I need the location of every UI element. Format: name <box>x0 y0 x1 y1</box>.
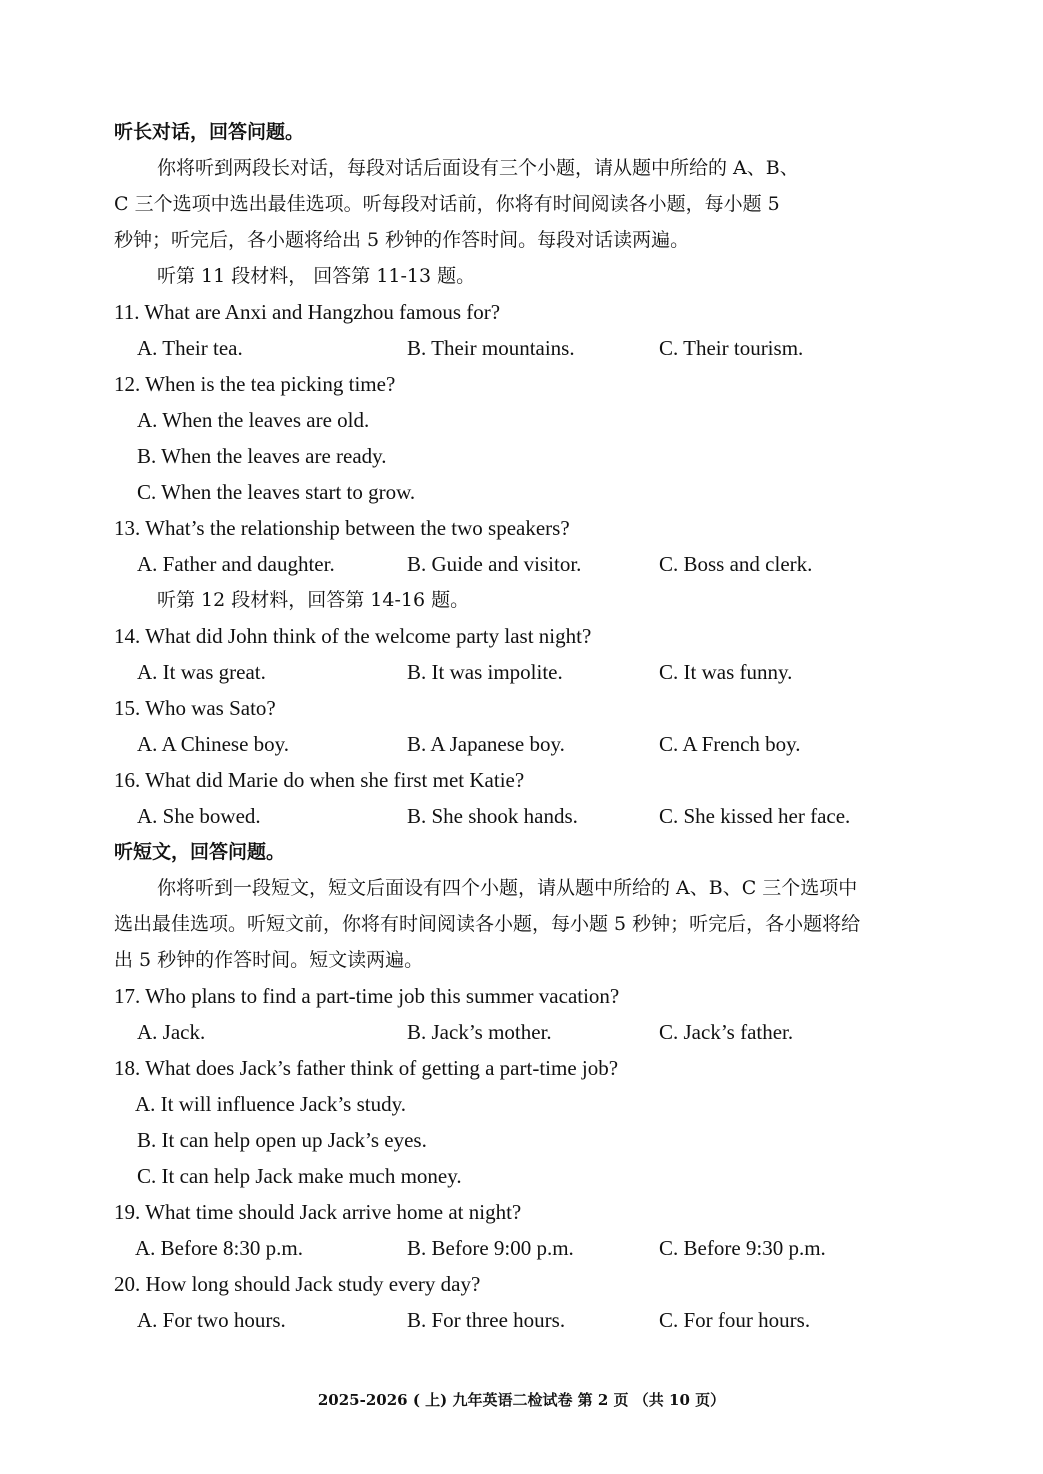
question-stem: 15. Who was Sato? <box>114 696 276 720</box>
question-stem: 19. What time should Jack arrive home at night? <box>114 1200 522 1224</box>
section-heading-long-dialogue: 听长对话，回答问题。 <box>114 121 305 143</box>
option-b: B. Guide and visitor. <box>407 552 582 576</box>
option-a: A. A Chinese boy. <box>137 732 290 756</box>
option-a: A. Their tea. <box>137 336 243 360</box>
question-stem: 12. When is the tea picking time? <box>114 372 396 396</box>
option-a: A. Before 8:30 p.m. <box>135 1236 303 1260</box>
question-stem: 17. Who plans to find a part-time job this summer vacation? <box>114 984 620 1008</box>
option-b: B. She shook hands. <box>407 804 578 828</box>
option-a: A. For two hours. <box>137 1308 286 1332</box>
question-stem: 16. What did Marie do when she first met Katie? <box>114 768 525 792</box>
option-c: C. Boss and clerk. <box>659 552 813 576</box>
instruction-line: 出 5 秒钟的作答时间。短文读两遍。 <box>114 949 424 971</box>
option-c: C. Before 9:30 p.m. <box>659 1236 826 1260</box>
instruction-line: 你将听到两段长对话，每段对话后面设有三个小题，请从题中所给的 A、B、 <box>157 157 799 179</box>
option-c: C. Their tourism. <box>659 336 804 360</box>
option-b: B. When the leaves are ready. <box>137 444 387 468</box>
option-b: B. A Japanese boy. <box>407 732 565 756</box>
option-a: A. It will influence Jack’s study. <box>135 1092 407 1116</box>
question-stem: 20. How long should Jack study every day? <box>114 1272 481 1296</box>
question-stem: 14. What did John think of the welcome party last night? <box>114 624 592 648</box>
option-c: C. A French boy. <box>659 732 801 756</box>
option-c: C. Jack’s father. <box>659 1020 794 1044</box>
option-a: A. Jack. <box>137 1020 206 1044</box>
option-c: C. It can help Jack make much money. <box>137 1164 462 1188</box>
option-b: B. It can help open up Jack’s eyes. <box>137 1128 427 1152</box>
material-note-11: 听第 11 段材料， 回答第 11-13 题。 <box>157 265 476 287</box>
question-stem: 13. What’s the relationship between the two speakers? <box>114 516 570 540</box>
option-c: C. She kissed her face. <box>659 804 851 828</box>
option-b: B. It was impolite. <box>407 660 563 684</box>
option-b: B. Jack’s mother. <box>407 1020 552 1044</box>
material-note-12: 听第 12 段材料，回答第 14-16 题。 <box>157 589 470 611</box>
instruction-line: 选出最佳选项。听短文前，你将有时间阅读各小题，每小题 5 秒钟；听完后，各小题将给 <box>114 913 861 935</box>
page-footer: 2025-2026 ( 上) 九年英语二检试卷 第 2 页 （共 10 页） <box>317 1391 726 1409</box>
option-a: A. It was great. <box>137 660 266 684</box>
option-c: C. When the leaves start to grow. <box>137 480 416 504</box>
option-a: A. Father and daughter. <box>137 552 335 576</box>
question-stem: 11. What are Anxi and Hangzhou famous for? <box>114 300 501 324</box>
option-a: A. She bowed. <box>137 804 261 828</box>
question-stem: 18. What does Jack’s father think of getting a part-time job? <box>114 1056 619 1080</box>
instruction-line: 秒钟；听完后，各小题将给出 5 秒钟的作答时间。每段对话读两遍。 <box>114 229 690 251</box>
section-heading-passage: 听短文，回答问题。 <box>114 841 286 863</box>
option-b: B. For three hours. <box>407 1308 566 1332</box>
option-b: B. Before 9:00 p.m. <box>407 1236 574 1260</box>
option-c: C. For four hours. <box>659 1308 811 1332</box>
option-c: C. It was funny. <box>659 660 793 684</box>
option-a: A. When the leaves are old. <box>137 408 370 432</box>
instruction-line: C 三个选项中选出最佳选项。听每段对话前，你将有时间阅读各小题，每小题 5 <box>114 193 780 215</box>
option-b: B. Their mountains. <box>407 336 575 360</box>
instruction-line: 你将听到一段短文，短文后面设有四个小题，请从题中所给的 A、B、C 三个选项中 <box>157 877 858 899</box>
